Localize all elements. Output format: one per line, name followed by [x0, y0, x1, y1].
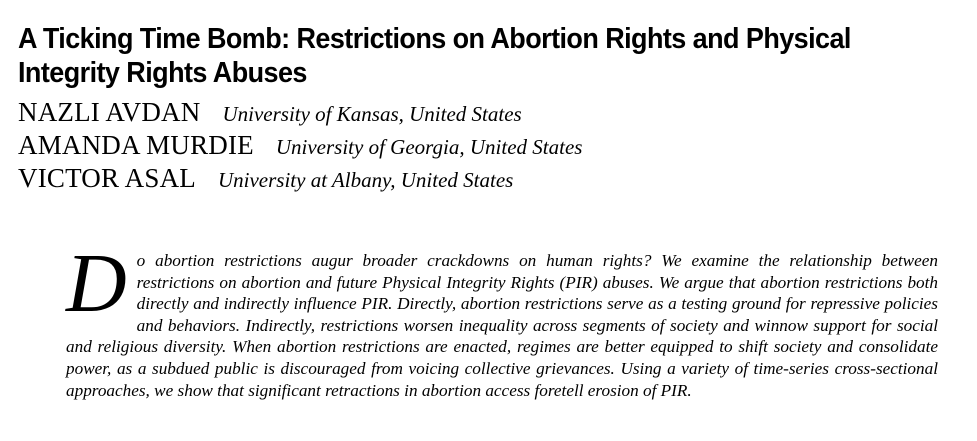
article-title: A Ticking Time Bomb: Restrictions on Abortion Rights and Physical Integrity Rights Abuses — [18, 23, 851, 89]
author-entry — [18, 129, 582, 162]
author-name: AMANDA MURDIE — [18, 130, 254, 160]
abstract — [66, 237, 938, 401]
author-entry — [18, 96, 582, 129]
author-name: NAZLI AVDAN — [18, 97, 201, 127]
author-affiliation: University at Albany, United States — [217, 168, 514, 192]
abstract-drop-cap: D — [66, 237, 127, 330]
author-name: VICTOR ASAL — [18, 163, 196, 193]
author-list — [18, 96, 582, 195]
author-affiliation: University of Georgia, United States — [275, 135, 583, 159]
abstract-text: o abortion restrictions augur broader crackdowns on human rights? We examine the relationship between restrictions on abortion and future Physical Integrity Rights (PIR) abuses. We argue that abortion restrictions both directly and indirectly influence PIR. Directly, abortion restrictions serve as a testing ground for repressive policies and behaviors. Indirectly, restrictions worsen inequality across segments of society and winnow support for social and religious diversity. When abortion restrictions are enacted, regimes are better equipped to shift society and consolidate power, as a subdued public is discouraged from voicing collective grievances. Using a variety of time-series cross-sectional approaches, we show that significant retractions in abortion access foretell erosion of PIR. — [66, 251, 938, 400]
author-entry — [18, 162, 582, 195]
author-affiliation: University of Kansas, United States — [222, 102, 522, 126]
